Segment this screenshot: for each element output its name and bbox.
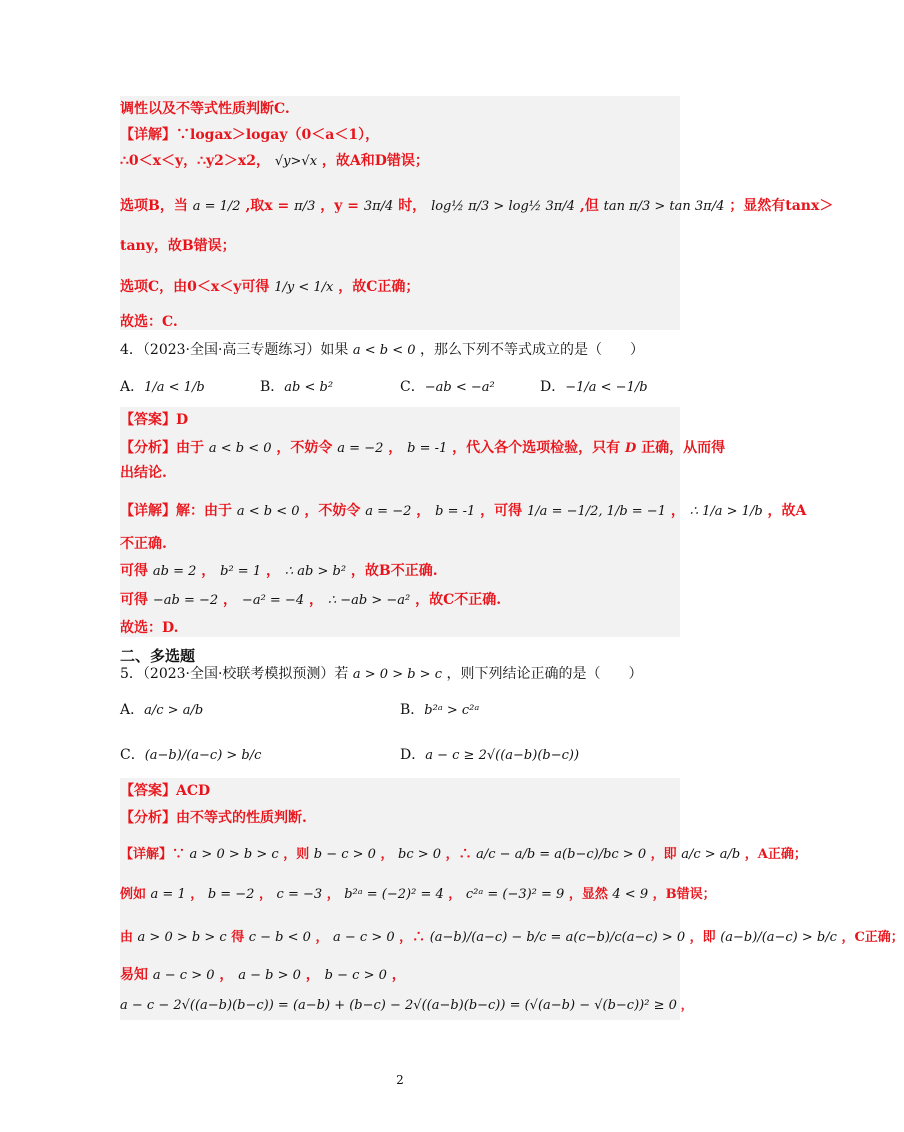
ans4-d1-a: 【详解】解：由于	[120, 503, 232, 519]
ans4-an1-m3: b = -1	[407, 441, 448, 456]
b1-line6	[120, 277, 680, 298]
ans4-analysis-1	[120, 438, 726, 459]
ans5-d4-d: ，	[391, 967, 406, 983]
ans4-d1-m2: a = −2	[365, 504, 412, 519]
ans5-detail-2	[120, 885, 716, 905]
ans5-d3-m2: c − b < 0	[248, 930, 311, 945]
q4-b-math: ab < b²	[284, 380, 334, 395]
ans4-analysis-2: 出结论.	[120, 465, 167, 481]
q4-option-d	[540, 377, 648, 398]
b1-l4-e: ,但	[579, 198, 599, 214]
b1-l4-m4: log½ π/3 > log½ 3π/4	[431, 199, 575, 214]
ans4-d3-m2: b² = 1	[220, 564, 262, 579]
ans5-d2-m5: c²ᵃ = (−3)² = 9	[465, 887, 565, 902]
ans4-detail-2: 不正确.	[120, 536, 167, 552]
ans4-d3-d: ，故B不正确.	[350, 563, 438, 579]
b1-l4-f: ；显然有tanx＞	[729, 198, 834, 214]
ans5-d3-b: 得	[231, 930, 245, 945]
q5-a-label: A．	[120, 702, 145, 718]
ans5-d1-m4: a/c − a/b = a(b−c)/bc > 0	[476, 847, 647, 862]
ans4-d4-m: −ab = −2	[152, 593, 219, 608]
q5-a-math: a/c > a/b	[144, 703, 204, 718]
b1-line1: 调性以及不等式性质判断C.	[120, 101, 290, 117]
b1-l4-a: 选项B，当	[120, 198, 188, 214]
ans5-d3-m: a > 0 > b > c	[137, 930, 227, 945]
q5-stem-a: 5．（2023·全国·校联考模拟预测）若	[120, 666, 349, 682]
ans5-d5-b: ，	[680, 998, 693, 1012]
ans5-d4-b: ，	[219, 967, 234, 983]
b1-l4-c: ，y =	[320, 198, 359, 214]
ans5-d3-m5: (a−b)/(a−c) > b/c	[720, 930, 837, 945]
ans5-d3-a: 由	[120, 930, 134, 945]
ans5-d2-g: ，B错误；	[652, 887, 716, 902]
ans4-d4-d: ，故C不正确.	[415, 592, 502, 608]
ans5-d2-m3: c = −3	[276, 887, 323, 902]
ans4-an1-m4: D	[625, 441, 637, 456]
q4-c-label: C．	[400, 379, 425, 395]
ans5-d3-c: ，	[315, 930, 329, 945]
b1-l4-d: 时，	[398, 198, 427, 214]
ans5-d3-d: ，∴	[399, 930, 426, 945]
ans4-d1-f: ，故A	[767, 503, 807, 519]
ans5-d3-m4: (a−b)/(a−c) − b/c = a(c−b)/c(a−c) > 0	[429, 930, 686, 945]
ans4-d3-a: 可得	[120, 563, 148, 579]
q4-c-math: −ab < −a²	[424, 380, 495, 395]
ans4-d1-m5: ∴ 1/a > 1/b	[689, 504, 763, 519]
q4-stem	[120, 340, 680, 361]
q4-d-label: D．	[540, 379, 566, 395]
b1-l6-m: 1/y < 1/x	[274, 280, 334, 295]
ans5-d1-m5: a/c > a/b	[681, 847, 741, 862]
ans4-an1-m: a < b < 0	[208, 441, 272, 456]
ans4-d1-e: ，	[670, 503, 685, 519]
q5-option-d	[400, 745, 579, 766]
q5-stem	[120, 664, 680, 685]
q4-option-b	[260, 377, 333, 398]
ans4-an1-a: 【分析】由于	[120, 440, 204, 456]
q4-stem-m: a < b < 0	[352, 343, 416, 358]
ans5-d1-e: ，即	[650, 847, 677, 862]
ans5-d3-f: ，C正确；	[841, 930, 904, 945]
ans5-d2-m4: b²ᵃ = (−2)² = 4	[344, 887, 444, 902]
ans5-d1-f: ，A正确；	[744, 847, 807, 862]
q5-option-b	[400, 700, 479, 721]
q5-option-c	[120, 745, 261, 766]
ans5-d1-m2: b − c > 0	[313, 847, 376, 862]
ans4-d4-b: ，	[223, 592, 238, 608]
ans5-d2-m2: b = −2	[207, 887, 255, 902]
ans4-an1-b: ，不妨令	[276, 440, 333, 456]
ans5-d2-m: a = 1	[150, 887, 186, 902]
ans5-d3-e: ，即	[689, 930, 716, 945]
q4-a-label: A．	[120, 379, 145, 395]
ans4-answer: 【答案】D	[120, 412, 189, 428]
b1-l6-b: ，故C正确；	[338, 279, 420, 295]
ans5-d4-m: a − c > 0	[152, 968, 215, 983]
q4-stem-b: ，那么下列不等式成立的是（ ）	[420, 342, 645, 358]
section-heading: 二、多选题	[120, 647, 196, 665]
ans4-detail-5: 故选：D.	[120, 620, 179, 636]
ans5-d4-a: 易知	[120, 967, 148, 983]
ans5-analysis: 【分析】由不等式的性质判断.	[120, 810, 307, 826]
ans4-d1-d: ，可得	[480, 503, 523, 519]
ans5-d1-a: 【详解】∵	[120, 847, 186, 862]
page-number: 2	[396, 1073, 404, 1087]
q4-option-a	[120, 377, 205, 398]
ans4-an1-e: 正确，从而得	[641, 440, 726, 456]
b1-l3-math: √y>√x	[274, 154, 318, 169]
ans5-d1-m: a > 0 > b > c	[189, 847, 279, 862]
ans5-d5-m: a − c − 2√((a−b)(b−c)) = (a−b) + (b−c) − 2√((a−b)(b−c)) = (√(a−b) − √(b−c))² ≥ 0	[120, 998, 677, 1013]
ans4-d4-a: 可得	[120, 592, 148, 608]
ans4-d4-c: ，	[308, 592, 323, 608]
ans5-detail-5	[120, 995, 693, 1016]
b1-line4	[120, 196, 834, 217]
ans4-d3-c: ，	[265, 563, 280, 579]
ans5-d1-b: ，则	[283, 847, 310, 862]
ans4-d1-m4: 1/a = −1/2, 1/b = −1	[527, 504, 666, 519]
ans4-an1-c: ，	[388, 440, 403, 456]
ans5-d2-m6: 4 < 9	[612, 887, 649, 902]
b1-l4-m5: tan π/3 > tan 3π/4	[603, 199, 725, 214]
ans5-d2-d: ，	[326, 887, 340, 902]
ans4-d1-b: ，不妨令	[304, 503, 361, 519]
q4-stem-a: 4．（2023·全国·高三专题练习）如果	[120, 342, 349, 358]
ans5-d4-m2: a − b > 0	[238, 968, 301, 983]
ans4-d4-m2: −a² = −4	[241, 593, 305, 608]
b1-l4-m2: π/3	[294, 199, 316, 214]
q5-b-label: B．	[400, 702, 425, 718]
b1-line5: tany，故B错误；	[120, 238, 236, 254]
b1-line3	[120, 151, 680, 172]
b1-l4-b: ,取x =	[245, 198, 290, 214]
ans4-detail-4	[120, 590, 680, 611]
ans4-d1-m3: b = -1	[435, 504, 476, 519]
q5-d-label: D．	[400, 747, 426, 763]
b1-l4-m3: 3π/4	[363, 199, 394, 214]
ans5-detail-1	[120, 845, 807, 865]
b1-line2: 【详解】∵logax＞logay（0＜a＜1），	[120, 127, 380, 143]
q4-b-label: B．	[260, 379, 285, 395]
ans4-d3-m: ab = 2	[152, 564, 197, 579]
q5-option-a	[120, 700, 203, 721]
b1-l3-text-a: ∴0＜x＜y，∴y2＞x2，	[120, 153, 271, 169]
ans5-d2-a: 例如	[120, 887, 147, 902]
q4-option-c	[400, 377, 495, 398]
ans5-d2-e: ，	[448, 887, 462, 902]
b1-line7: 故选：C.	[120, 314, 178, 330]
q5-b-math: b²ᵃ > c²ᵃ	[424, 703, 480, 718]
q4-d-math: −1/a < −1/b	[565, 380, 648, 395]
ans5-d2-b: ，	[190, 887, 204, 902]
ans5-d2-f: ，显然	[568, 887, 608, 902]
ans5-d1-d: ，∴	[445, 847, 472, 862]
ans5-d3-m3: a − c > 0	[333, 930, 395, 945]
q5-c-label: C．	[120, 747, 145, 763]
q5-d-math: a − c ≥ 2√((a−b)(b−c))	[425, 748, 580, 763]
b1-l6-a: 选项C，由0＜x＜y可得	[120, 279, 270, 295]
ans4-detail-1	[120, 501, 807, 522]
q5-stem-m: a > 0 > b > c	[352, 667, 442, 682]
q5-c-math: (a−b)/(a−c) > b/c	[144, 748, 262, 763]
ans5-d1-m3: bc > 0	[398, 847, 442, 862]
ans5-d2-c: ，	[259, 887, 273, 902]
ans5-detail-3	[120, 928, 904, 948]
ans4-d4-m3: ∴ −ab > −a²	[327, 593, 411, 608]
q4-a-math: 1/a < 1/b	[144, 380, 205, 395]
ans4-d3-m3: ∴ ab > b²	[284, 564, 347, 579]
ans4-an1-d: ，代入各个选项检验，只有	[452, 440, 621, 456]
ans5-d1-c: ，	[380, 847, 394, 862]
ans5-d4-c: ，	[305, 967, 320, 983]
ans4-d1-c: ，	[416, 503, 431, 519]
q5-stem-b: ，则下列结论正确的是（ ）	[446, 666, 643, 682]
ans4-an1-m2: a = −2	[337, 441, 384, 456]
b1-l3-text-b: ，故A和D错误；	[321, 153, 429, 169]
ans4-d3-b: ，	[201, 563, 216, 579]
ans4-detail-3	[120, 561, 680, 582]
ans5-detail-4	[120, 965, 680, 986]
ans5-answer: 【答案】ACD	[120, 783, 211, 799]
ans5-d4-m3: b − c > 0	[324, 968, 387, 983]
ans4-d1-m: a < b < 0	[236, 504, 300, 519]
b1-l4-m1: a = 1/2	[192, 199, 241, 214]
